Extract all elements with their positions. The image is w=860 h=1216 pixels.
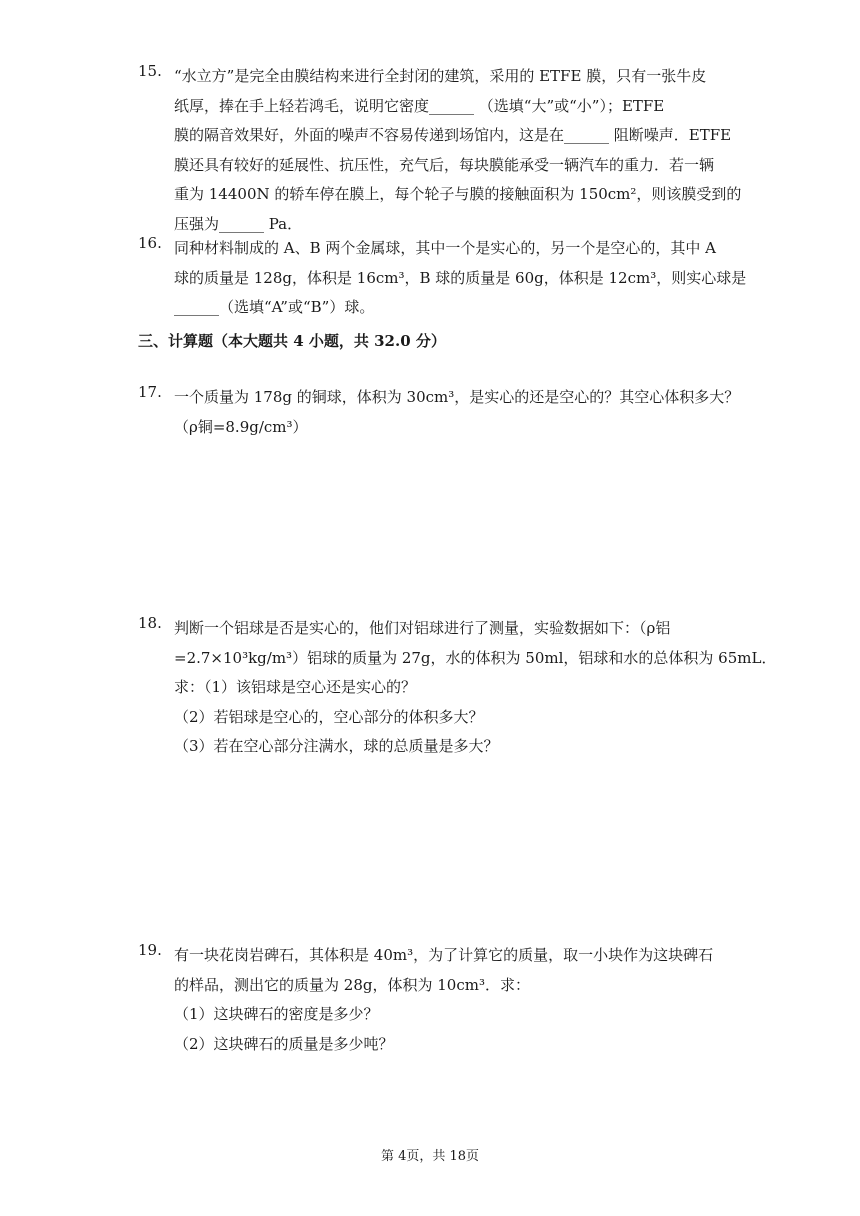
question-text — [174, 383, 740, 442]
question-number: 19. — [138, 941, 162, 959]
text-line: 同种材料制成的 A、B 两个金属球，其中一个是实心的，另一个是空心的，其中 A — [174, 239, 716, 257]
question-text — [174, 614, 777, 762]
text-line: =2.7×10³kg/m³）铝球的质量为 27g，水的体积为 50ml，铝球和水的总体积为 65mL． — [174, 648, 777, 667]
text-line: 有一块花岗岩碑石，其体积是 40m³，为了计算它的质量，取一小块作为这块碑石 — [174, 946, 714, 964]
text-line: 一个质量为 178g 的铜球，体积为 30cm³，是实心的还是空心的？其空心体积多大？ — [174, 388, 740, 406]
text-line: （2）若铝球是空心的，空心部分的体积多大？ — [174, 707, 484, 726]
text-line: （1）这块碑石的密度是多少？ — [174, 1005, 379, 1023]
text-line: 球的质量是 128g，体积是 16cm³，B 球的质量是 60g，体积是 12cm³，则实心球是 — [174, 268, 747, 287]
text-line: 求：（1）该铝球是空心还是实心的？ — [174, 678, 417, 696]
text-line: 判断一个铝球是否是实心的，他们对铝球进行了测量，实验数据如下：（ρ铝 — [174, 619, 671, 637]
text-line: 膜还具有较好的延展性、抗压性，充气后，每块膜能承受一辆汽车的重力．若一辆 — [174, 155, 715, 174]
question-text — [174, 234, 747, 323]
text-line: 的样品，测出它的质量为 28g，体积为 10cm³．求： — [174, 975, 530, 994]
text-line: “水立方”是完全由膜结构来进行全封闭的建筑，采用的 ETFE 膜，只有一张牛皮 — [174, 67, 707, 85]
text-line: ______（选填“A”或“B”）球。 — [174, 298, 375, 316]
text-line: （3）若在空心部分注满水，球的总质量是多大？ — [174, 737, 499, 755]
text-line: 重为 14400N 的轿车停在膜上，每个轮子与膜的接触面积为 150cm²，则该膜受到的 — [174, 185, 742, 203]
question-number: 15. — [138, 62, 162, 80]
text-line: 纸厚，捧在手上轻若鸿毛，说明它密度______ （选填“大”或“小”）；ETFE — [174, 96, 665, 115]
section-title: 三、计算题（本大题共 4 小题，共 32.0 分） — [138, 332, 446, 350]
text-line: 压强为______ Pa． — [174, 214, 303, 233]
text-line: （2）这块碑石的质量是多少吨？ — [174, 1034, 394, 1053]
question-number: 16. — [138, 234, 162, 252]
question-text — [174, 941, 728, 1059]
question-number: 18. — [138, 614, 162, 632]
page-footer: 第 4页，共 18页 — [380, 1149, 480, 1164]
question-text — [174, 62, 742, 239]
text-line: （ρ铜=8.9g/cm³） — [174, 417, 308, 436]
text-line: 膜的隔音效果好，外面的噪声不容易传递到场馆内，这是在______ 阻断噪声．ETFE — [174, 126, 732, 144]
question-number: 17. — [138, 383, 162, 401]
